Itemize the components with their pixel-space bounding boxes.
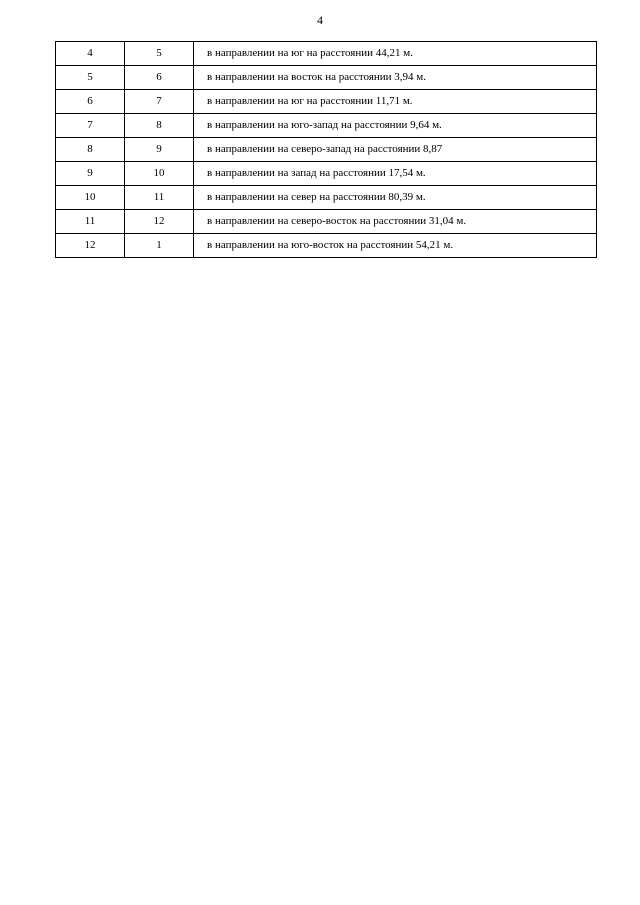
point-from-cell: 6 xyxy=(56,90,125,114)
direction-description-cell: в направлении на северо-восток на расстоянии 31,04 м. xyxy=(194,210,597,234)
point-to-cell: 5 xyxy=(125,42,194,66)
point-to-cell: 1 xyxy=(125,234,194,258)
point-from-cell: 11 xyxy=(56,210,125,234)
table-row xyxy=(56,66,597,90)
table-row xyxy=(56,162,597,186)
table-row xyxy=(56,90,597,114)
direction-description-cell: в направлении на запад на расстоянии 17,54 м. xyxy=(194,162,597,186)
point-to-cell: 8 xyxy=(125,114,194,138)
point-from-cell: 12 xyxy=(56,234,125,258)
point-from-cell: 8 xyxy=(56,138,125,162)
point-from-cell: 10 xyxy=(56,186,125,210)
direction-description-cell: в направлении на север на расстоянии 80,39 м. xyxy=(194,186,597,210)
point-to-cell: 9 xyxy=(125,138,194,162)
table-row xyxy=(56,186,597,210)
point-from-cell: 7 xyxy=(56,114,125,138)
direction-description-cell: в направлении на юго-запад на расстоянии 9,64 м. xyxy=(194,114,597,138)
direction-description-cell: в направлении на юг на расстоянии 11,71 м. xyxy=(194,90,597,114)
direction-description-cell: в направлении на юго-восток на расстоянии 54,21 м. xyxy=(194,234,597,258)
point-to-cell: 7 xyxy=(125,90,194,114)
table-row xyxy=(56,42,597,66)
point-to-cell: 12 xyxy=(125,210,194,234)
direction-description-cell: в направлении на восток на расстоянии 3,94 м. xyxy=(194,66,597,90)
direction-description-cell: в направлении на северо-запад на расстоянии 8,87 xyxy=(194,138,597,162)
table-row xyxy=(56,234,597,258)
page-number: 4 xyxy=(317,13,323,27)
point-from-cell: 9 xyxy=(56,162,125,186)
direction-description-cell: в направлении на юг на расстоянии 44,21 м. xyxy=(194,42,597,66)
table-row xyxy=(56,210,597,234)
point-to-cell: 6 xyxy=(125,66,194,90)
point-to-cell: 10 xyxy=(125,162,194,186)
point-from-cell: 4 xyxy=(56,42,125,66)
point-from-cell: 5 xyxy=(56,66,125,90)
point-to-cell: 11 xyxy=(125,186,194,210)
boundary-description-table xyxy=(55,41,597,258)
table-row xyxy=(56,114,597,138)
table-row xyxy=(56,138,597,162)
